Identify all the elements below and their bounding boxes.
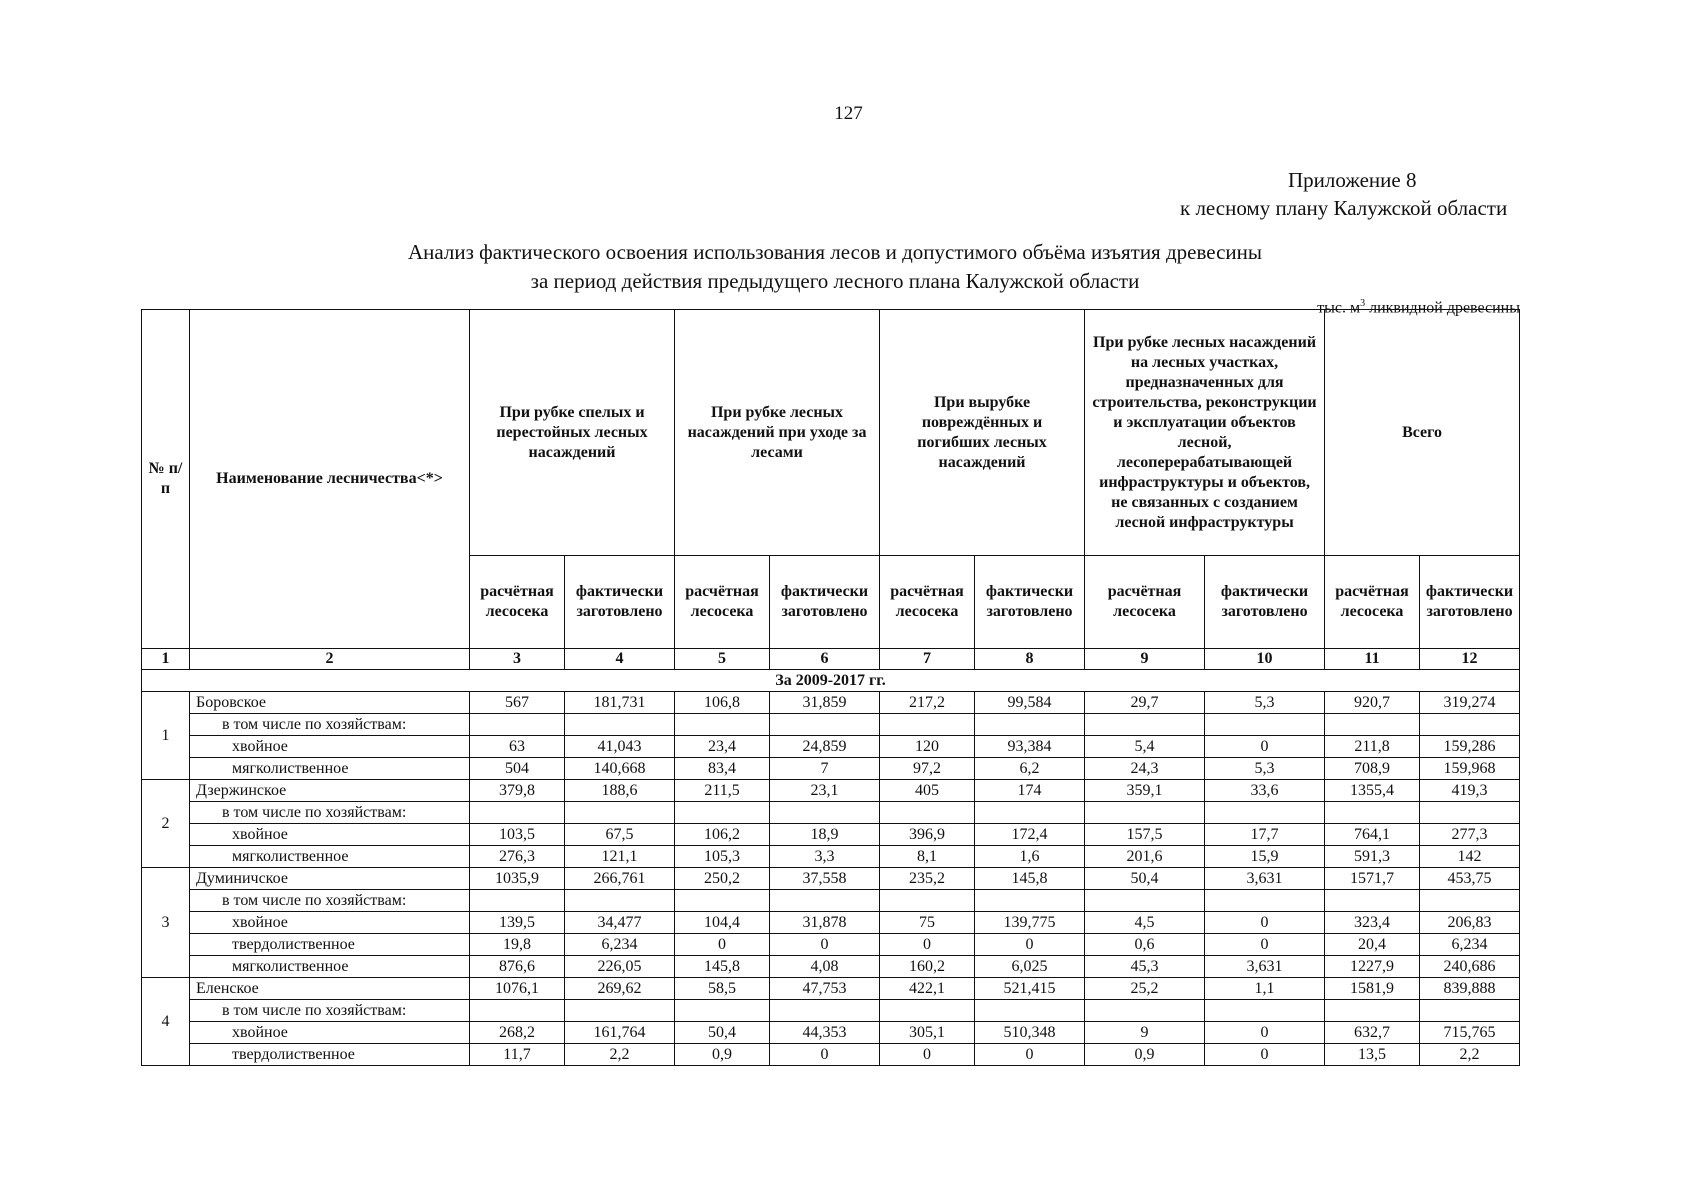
table-row (142, 978, 1520, 1000)
header-sub-7: расчётная лесосека (880, 556, 975, 649)
table-row (142, 1000, 1520, 1022)
value-cell-col-10: 15,9 (1205, 846, 1325, 868)
value-cell-col-7: 235,2 (880, 868, 975, 890)
value-cell-col-11 (1325, 714, 1420, 736)
value-cell-col-8: 0 (975, 1044, 1085, 1066)
header-sub-4: фактически заготовлено (565, 556, 675, 649)
column-number: 2 (190, 649, 470, 670)
value-cell-col-8 (975, 890, 1085, 912)
value-cell-col-4: 121,1 (565, 846, 675, 868)
value-cell-col-4: 67,5 (565, 824, 675, 846)
value-cell-col-12: 715,765 (1420, 1022, 1520, 1044)
value-cell-col-12: 6,234 (1420, 934, 1520, 956)
forestry-name: Еленское (190, 978, 470, 1000)
header-sub-8: фактически заготовлено (975, 556, 1085, 649)
value-cell-col-10: 0 (1205, 912, 1325, 934)
header-sub-6: фактически заготовлено (770, 556, 880, 649)
value-cell-col-7: 97,2 (880, 758, 975, 780)
value-cell-col-5 (675, 1000, 770, 1022)
value-cell-col-9: 5,4 (1085, 736, 1205, 758)
value-cell-col-3: 19,8 (470, 934, 565, 956)
value-cell-col-9: 24,3 (1085, 758, 1205, 780)
value-cell-col-12 (1420, 714, 1520, 736)
value-cell-col-12 (1420, 1000, 1520, 1022)
value-cell-col-9: 0,6 (1085, 934, 1205, 956)
farm-type-name: в том числе по хозяйствам: (190, 1000, 470, 1022)
value-cell-col-11 (1325, 1000, 1420, 1022)
value-cell-col-7: 75 (880, 912, 975, 934)
forestry-name: Боровское (190, 692, 470, 714)
value-cell-col-6: 47,753 (770, 978, 880, 1000)
farm-type-name: хвойное (190, 1022, 470, 1044)
value-cell-col-7: 0 (880, 934, 975, 956)
value-cell-col-8: 6,025 (975, 956, 1085, 978)
value-cell-col-10: 33,6 (1205, 780, 1325, 802)
header-sub-5: расчётная лесосека (675, 556, 770, 649)
value-cell-col-9 (1085, 802, 1205, 824)
value-cell-col-7 (880, 890, 975, 912)
column-number-row (142, 649, 1520, 670)
value-cell-col-9 (1085, 1000, 1205, 1022)
farm-type-name: в том числе по хозяйствам: (190, 802, 470, 824)
value-cell-col-5: 145,8 (675, 956, 770, 978)
forestry-name: Думиничское (190, 868, 470, 890)
value-cell-col-8: 145,8 (975, 868, 1085, 890)
value-cell-col-6: 0 (770, 934, 880, 956)
value-cell-col-4: 226,05 (565, 956, 675, 978)
value-cell-col-10: 3,631 (1205, 956, 1325, 978)
table-row (142, 692, 1520, 714)
value-cell-col-11 (1325, 890, 1420, 912)
value-cell-col-9: 29,7 (1085, 692, 1205, 714)
value-cell-col-8: 0 (975, 934, 1085, 956)
value-cell-col-7 (880, 714, 975, 736)
value-cell-col-5: 104,4 (675, 912, 770, 934)
column-number: 9 (1085, 649, 1205, 670)
value-cell-col-5: 58,5 (675, 978, 770, 1000)
column-number: 8 (975, 649, 1085, 670)
value-cell-col-7 (880, 1000, 975, 1022)
farm-type-name: твердолиственное (190, 1044, 470, 1066)
table-row (142, 736, 1520, 758)
value-cell-col-6: 18,9 (770, 824, 880, 846)
column-number: 7 (880, 649, 975, 670)
value-cell-col-6: 3,3 (770, 846, 880, 868)
value-cell-col-9: 359,1 (1085, 780, 1205, 802)
value-cell-col-11: 1227,9 (1325, 956, 1420, 978)
value-cell-col-10: 3,631 (1205, 868, 1325, 890)
farm-type-name: твердолиственное (190, 934, 470, 956)
document-title (260, 238, 1410, 296)
units-suffix: ликвидной древесины (1365, 299, 1520, 317)
header-group-construction: При рубке лесных насаждений на лесных участках, предназначенных для строительства, реконструкции и эксплуатации объектов лесной, лесоперерабатывающей инфраструктуры и объектов, не связанных с созданием лесной инфраструктуры (1085, 310, 1325, 556)
row-number: 2 (142, 780, 190, 868)
header-group-mature: При рубке спелых и перестойных лесных насаждений (470, 310, 675, 556)
value-cell-col-7 (880, 802, 975, 824)
header-sub-10: фактически заготовлено (1205, 556, 1325, 649)
appendix-line-1: Приложение 8 (1288, 168, 1417, 192)
value-cell-col-11: 708,9 (1325, 758, 1420, 780)
table-row (142, 934, 1520, 956)
value-cell-col-9: 201,6 (1085, 846, 1205, 868)
value-cell-col-3: 379,8 (470, 780, 565, 802)
page-number: 127 (834, 103, 863, 124)
value-cell-col-12: 839,888 (1420, 978, 1520, 1000)
table-row (142, 802, 1520, 824)
value-cell-col-9: 45,3 (1085, 956, 1205, 978)
table-row (142, 824, 1520, 846)
table-row (142, 1044, 1520, 1066)
farm-type-name: хвойное (190, 912, 470, 934)
farm-type-name: хвойное (190, 736, 470, 758)
value-cell-col-4: 266,761 (565, 868, 675, 890)
value-cell-col-12: 159,286 (1420, 736, 1520, 758)
farm-type-name: в том числе по хозяйствам: (190, 890, 470, 912)
period-row (142, 670, 1520, 692)
value-cell-col-8: 93,384 (975, 736, 1085, 758)
value-cell-col-10: 0 (1205, 934, 1325, 956)
value-cell-col-9 (1085, 714, 1205, 736)
value-cell-col-3: 103,5 (470, 824, 565, 846)
value-cell-col-4: 140,668 (565, 758, 675, 780)
value-cell-col-11: 764,1 (1325, 824, 1420, 846)
value-cell-col-6 (770, 890, 880, 912)
value-cell-col-8: 139,775 (975, 912, 1085, 934)
value-cell-col-8: 6,2 (975, 758, 1085, 780)
value-cell-col-4: 2,2 (565, 1044, 675, 1066)
value-cell-col-6: 24,859 (770, 736, 880, 758)
value-cell-col-6 (770, 802, 880, 824)
forest-usage-table (141, 309, 1520, 1066)
table-row (142, 868, 1520, 890)
value-cell-col-8: 172,4 (975, 824, 1085, 846)
value-cell-col-7: 396,9 (880, 824, 975, 846)
value-cell-col-6 (770, 1000, 880, 1022)
value-cell-col-11: 1581,9 (1325, 978, 1420, 1000)
value-cell-col-4: 269,62 (565, 978, 675, 1000)
value-cell-col-11: 211,8 (1325, 736, 1420, 758)
value-cell-col-3: 1076,1 (470, 978, 565, 1000)
value-cell-col-11: 13,5 (1325, 1044, 1420, 1066)
value-cell-col-12: 453,75 (1420, 868, 1520, 890)
value-cell-col-6: 0 (770, 1044, 880, 1066)
column-number: 10 (1205, 649, 1325, 670)
value-cell-col-4: 34,477 (565, 912, 675, 934)
value-cell-col-10: 0 (1205, 1044, 1325, 1066)
value-cell-col-9: 50,4 (1085, 868, 1205, 890)
value-cell-col-10 (1205, 714, 1325, 736)
value-cell-col-3 (470, 1000, 565, 1022)
value-cell-col-3: 63 (470, 736, 565, 758)
header-sub-11: расчётная лесосека (1325, 556, 1420, 649)
value-cell-col-5: 250,2 (675, 868, 770, 890)
value-cell-col-6: 4,08 (770, 956, 880, 978)
value-cell-col-8 (975, 802, 1085, 824)
value-cell-col-5 (675, 890, 770, 912)
header-group-damaged: При вырубке повреждённых и погибших лесных насаждений (880, 310, 1085, 556)
header-sub-9: расчётная лесосека (1085, 556, 1205, 649)
value-cell-col-3: 276,3 (470, 846, 565, 868)
value-cell-col-5: 83,4 (675, 758, 770, 780)
value-cell-col-10: 5,3 (1205, 758, 1325, 780)
value-cell-col-8: 1,6 (975, 846, 1085, 868)
value-cell-col-9: 25,2 (1085, 978, 1205, 1000)
value-cell-col-12: 159,968 (1420, 758, 1520, 780)
value-cell-col-7: 120 (880, 736, 975, 758)
value-cell-col-12: 319,274 (1420, 692, 1520, 714)
table-row (142, 758, 1520, 780)
value-cell-col-4: 188,6 (565, 780, 675, 802)
value-cell-col-3 (470, 802, 565, 824)
value-cell-col-6: 31,859 (770, 692, 880, 714)
value-cell-col-3 (470, 714, 565, 736)
appendix-line-2: к лесному плану Калужской области (1180, 196, 1508, 220)
value-cell-col-8: 521,415 (975, 978, 1085, 1000)
period-label: За 2009-2017 гг. (142, 670, 1520, 692)
value-cell-col-7: 305,1 (880, 1022, 975, 1044)
document-title-line-1: Анализ фактического освоения использования лесов и допустимого объёма изъятия древесины (407, 240, 1263, 264)
table-row (142, 956, 1520, 978)
table-row (142, 912, 1520, 934)
farm-type-name: в том числе по хозяйствам: (190, 714, 470, 736)
value-cell-col-11: 1355,4 (1325, 780, 1420, 802)
value-cell-col-5 (675, 802, 770, 824)
value-cell-col-9 (1085, 890, 1205, 912)
value-cell-col-4: 181,731 (565, 692, 675, 714)
column-number: 4 (565, 649, 675, 670)
value-cell-col-3: 504 (470, 758, 565, 780)
value-cell-col-6: 23,1 (770, 780, 880, 802)
value-cell-col-3 (470, 890, 565, 912)
row-number: 1 (142, 692, 190, 780)
value-cell-col-5: 105,3 (675, 846, 770, 868)
value-cell-col-3: 268,2 (470, 1022, 565, 1044)
value-cell-col-7: 217,2 (880, 692, 975, 714)
value-cell-col-4 (565, 890, 675, 912)
value-cell-col-11: 20,4 (1325, 934, 1420, 956)
value-cell-col-5: 0 (675, 934, 770, 956)
value-cell-col-8 (975, 714, 1085, 736)
value-cell-col-9: 4,5 (1085, 912, 1205, 934)
value-cell-col-4 (565, 1000, 675, 1022)
value-cell-col-10: 5,3 (1205, 692, 1325, 714)
header-name: Наименование лесничества<*> (190, 310, 470, 649)
value-cell-col-10: 0 (1205, 1022, 1325, 1044)
value-cell-col-9: 0,9 (1085, 1044, 1205, 1066)
row-number: 4 (142, 978, 190, 1066)
units-prefix: тыс. м (1317, 299, 1361, 317)
value-cell-col-5: 106,2 (675, 824, 770, 846)
value-cell-col-10 (1205, 1000, 1325, 1022)
value-cell-col-5 (675, 714, 770, 736)
table-row (142, 714, 1520, 736)
farm-type-name: мягколиственное (190, 956, 470, 978)
header-num: № п/п (142, 310, 190, 649)
value-cell-col-8: 510,348 (975, 1022, 1085, 1044)
value-cell-col-12: 206,83 (1420, 912, 1520, 934)
header-sub-3: расчётная лесосека (470, 556, 565, 649)
table-row (142, 846, 1520, 868)
units-sup: 3 (1360, 298, 1366, 309)
value-cell-col-12: 142 (1420, 846, 1520, 868)
value-cell-col-3: 139,5 (470, 912, 565, 934)
value-cell-col-12 (1420, 802, 1520, 824)
appendix-note (1180, 166, 1650, 222)
value-cell-col-6: 44,353 (770, 1022, 880, 1044)
value-cell-col-6: 31,878 (770, 912, 880, 934)
table-row (142, 1022, 1520, 1044)
value-cell-col-12 (1420, 890, 1520, 912)
header-group-care: При рубке лесных насаждений при уходе за лесами (675, 310, 880, 556)
column-number: 5 (675, 649, 770, 670)
farm-type-name: хвойное (190, 824, 470, 846)
value-cell-col-4 (565, 714, 675, 736)
value-cell-col-4: 161,764 (565, 1022, 675, 1044)
value-cell-col-10: 17,7 (1205, 824, 1325, 846)
document-title-line-2: за период действия предыдущего лесного плана Калужской области (530, 269, 1140, 293)
value-cell-col-4: 6,234 (565, 934, 675, 956)
column-number: 11 (1325, 649, 1420, 670)
value-cell-col-7: 405 (880, 780, 975, 802)
value-cell-col-11: 632,7 (1325, 1022, 1420, 1044)
forestry-name: Дзержинское (190, 780, 470, 802)
table-body (142, 692, 1520, 1066)
header-group-total: Всего (1325, 310, 1520, 556)
value-cell-col-7: 422,1 (880, 978, 975, 1000)
value-cell-col-12: 277,3 (1420, 824, 1520, 846)
column-number: 6 (770, 649, 880, 670)
column-number: 3 (470, 649, 565, 670)
row-number: 3 (142, 868, 190, 978)
value-cell-col-11: 591,3 (1325, 846, 1420, 868)
value-cell-col-12: 2,2 (1420, 1044, 1520, 1066)
value-cell-col-7: 8,1 (880, 846, 975, 868)
value-cell-col-7: 0 (880, 1044, 975, 1066)
table-row (142, 780, 1520, 802)
value-cell-col-11: 1571,7 (1325, 868, 1420, 890)
value-cell-col-8 (975, 1000, 1085, 1022)
value-cell-col-12: 240,686 (1420, 956, 1520, 978)
value-cell-col-5: 106,8 (675, 692, 770, 714)
value-cell-col-10 (1205, 890, 1325, 912)
value-cell-col-9: 9 (1085, 1022, 1205, 1044)
value-cell-col-4: 41,043 (565, 736, 675, 758)
column-number: 12 (1420, 649, 1520, 670)
farm-type-name: мягколиственное (190, 758, 470, 780)
value-cell-col-4 (565, 802, 675, 824)
column-number: 1 (142, 649, 190, 670)
table-row (142, 890, 1520, 912)
value-cell-col-10: 0 (1205, 736, 1325, 758)
value-cell-col-5: 50,4 (675, 1022, 770, 1044)
value-cell-col-7: 160,2 (880, 956, 975, 978)
value-cell-col-6 (770, 714, 880, 736)
farm-type-name: мягколиственное (190, 846, 470, 868)
header-sub-12: фактически заготовлено (1420, 556, 1520, 649)
value-cell-col-3: 876,6 (470, 956, 565, 978)
value-cell-col-3: 567 (470, 692, 565, 714)
value-cell-col-8: 174 (975, 780, 1085, 802)
value-cell-col-11: 920,7 (1325, 692, 1420, 714)
value-cell-col-5: 0,9 (675, 1044, 770, 1066)
value-cell-col-3: 1035,9 (470, 868, 565, 890)
value-cell-col-6: 37,558 (770, 868, 880, 890)
value-cell-col-8: 99,584 (975, 692, 1085, 714)
value-cell-col-10 (1205, 802, 1325, 824)
value-cell-col-10: 1,1 (1205, 978, 1325, 1000)
value-cell-col-5: 23,4 (675, 736, 770, 758)
value-cell-col-5: 211,5 (675, 780, 770, 802)
value-cell-col-9: 157,5 (1085, 824, 1205, 846)
value-cell-col-3: 11,7 (470, 1044, 565, 1066)
value-cell-col-11: 323,4 (1325, 912, 1420, 934)
value-cell-col-11 (1325, 802, 1420, 824)
value-cell-col-6: 7 (770, 758, 880, 780)
value-cell-col-12: 419,3 (1420, 780, 1520, 802)
